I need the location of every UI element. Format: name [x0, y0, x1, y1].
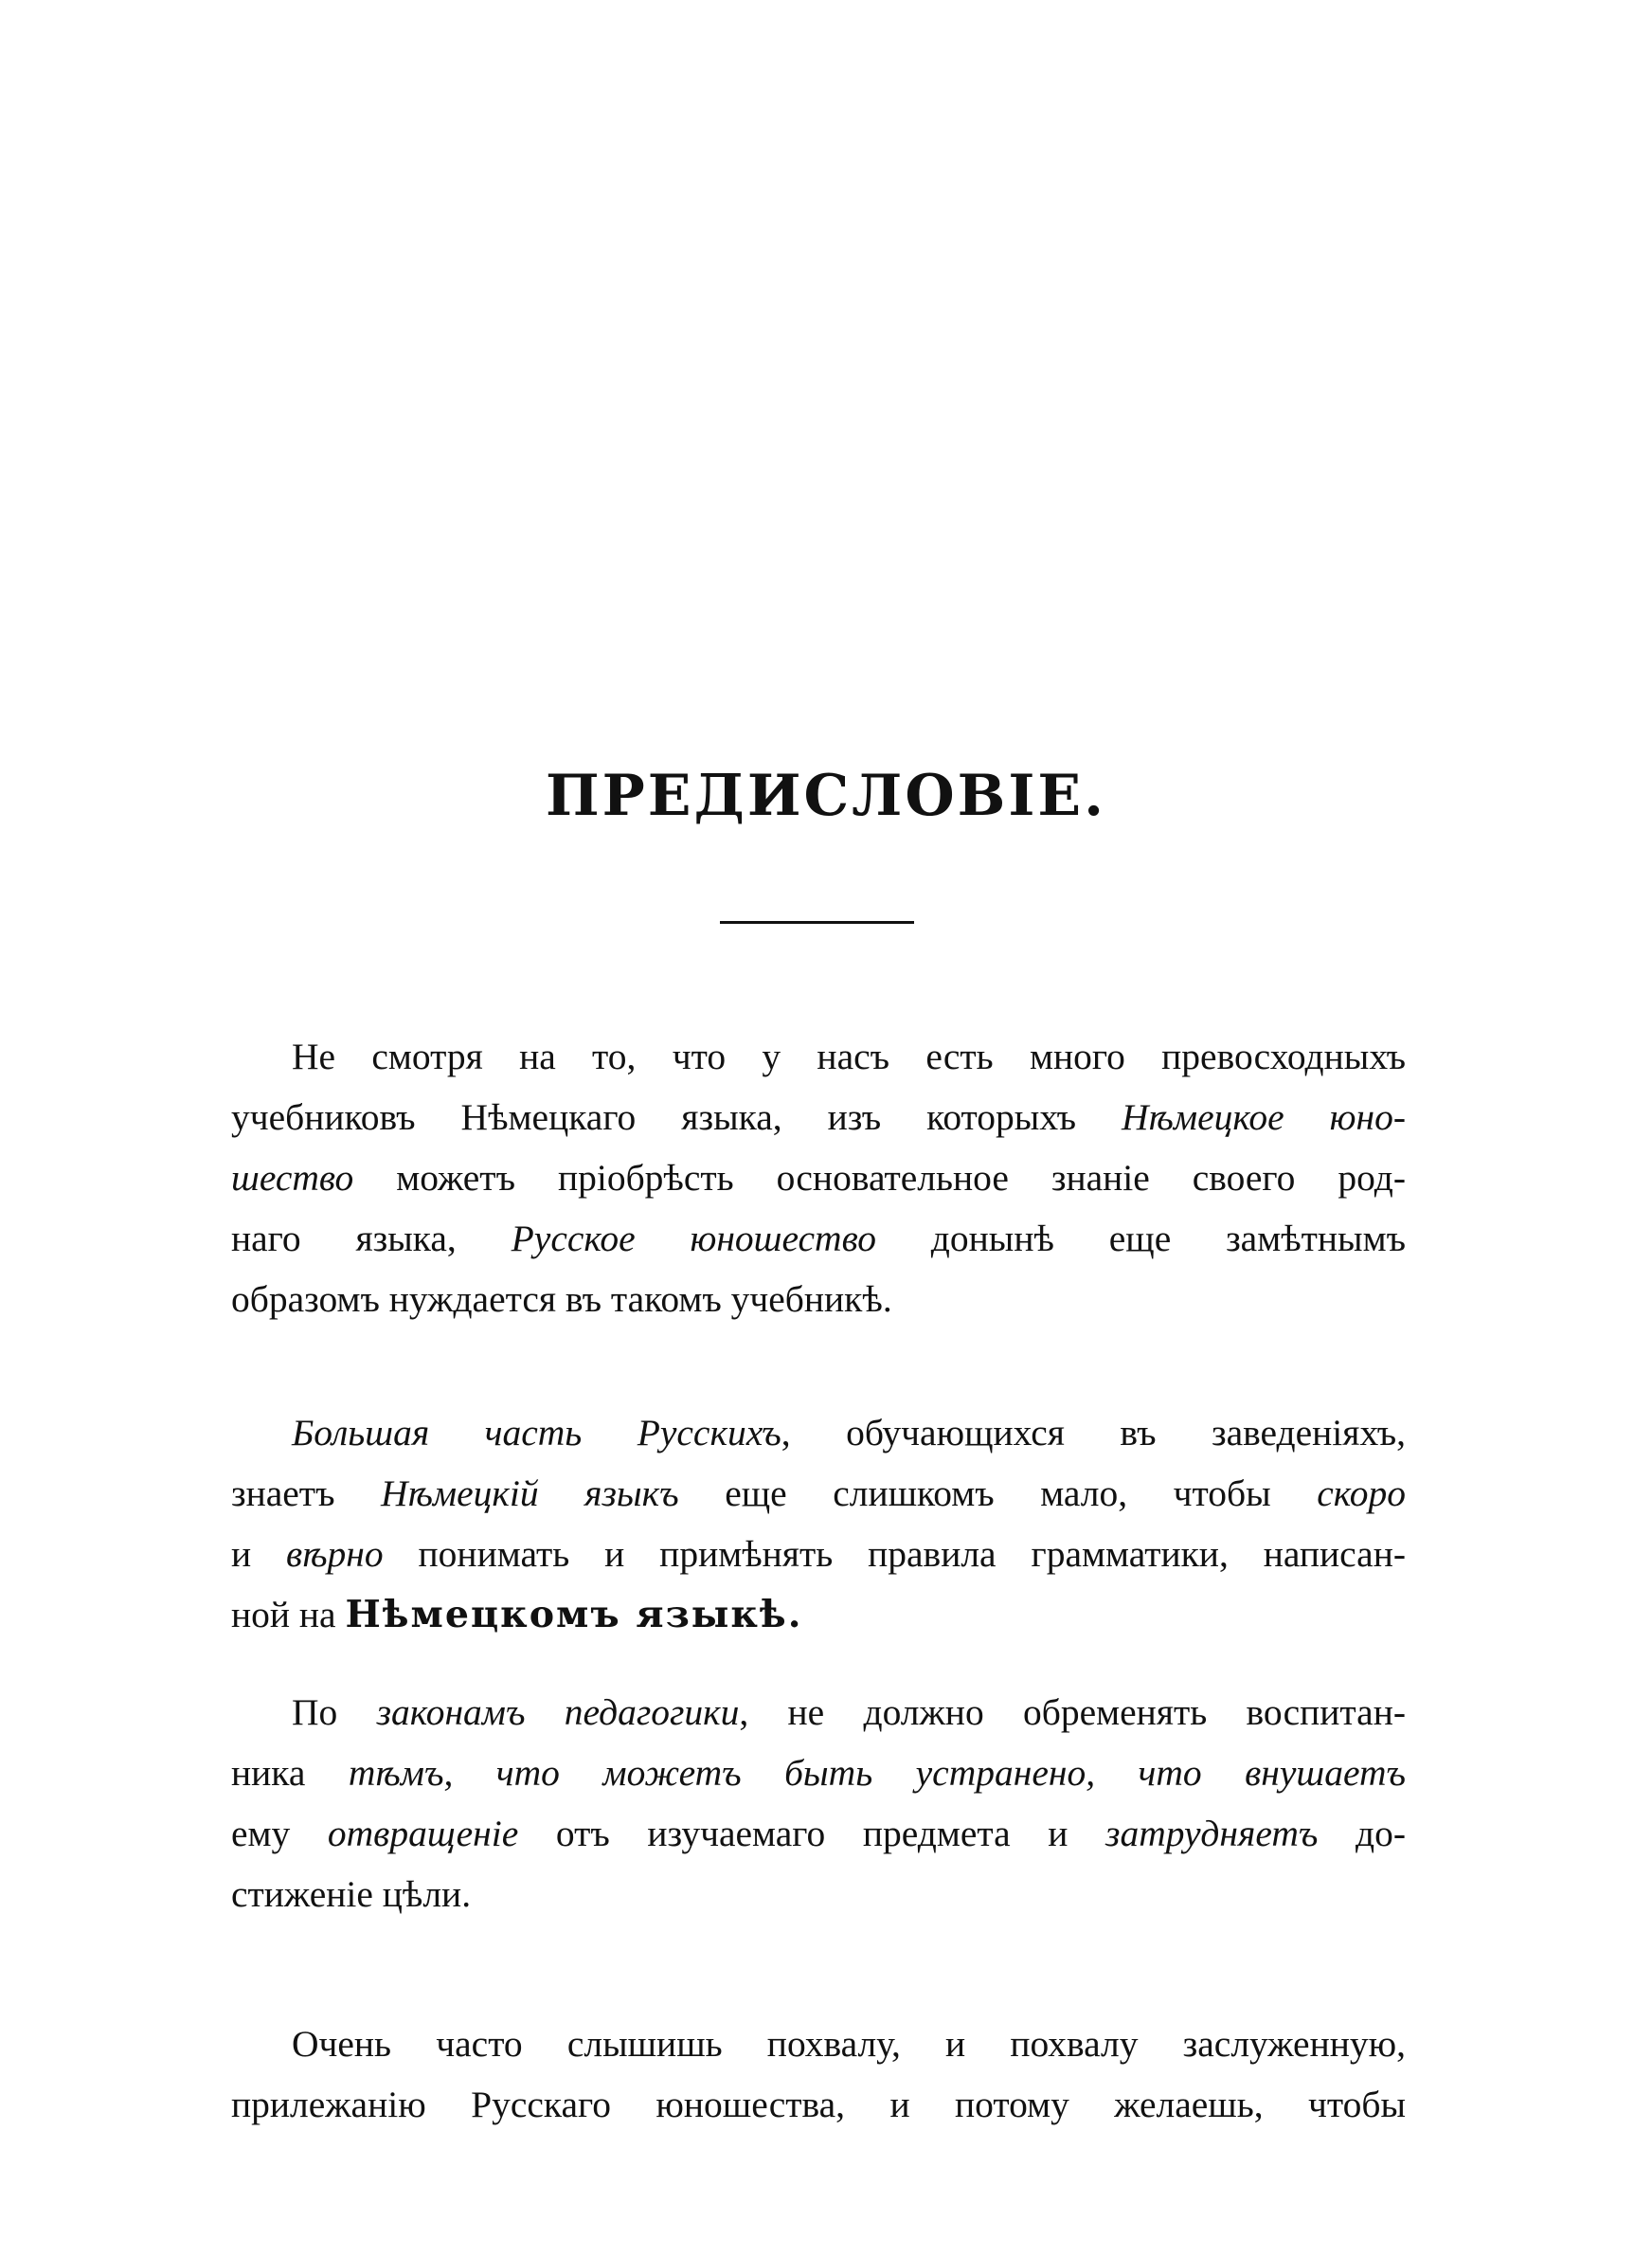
page-title: ПРЕДИСЛОВІЕ. — [545, 763, 1107, 829]
italic-text: тѣмъ, что можетъ быть устранено, что внушаетъ — [348, 1752, 1407, 1794]
text-run: учебниковъ Нѣмецкаго языка, изъ которыхъ — [231, 1096, 1122, 1138]
text-run: Очень часто слышишь похвалу, и похвалу заслуженную, — [292, 2023, 1406, 2065]
text-line — [231, 1742, 1406, 1803]
text-run: , обучающихся въ заведеніяхъ, — [781, 1412, 1406, 1454]
italic-text: затрудняетъ — [1105, 1813, 1319, 1854]
italic-text: отвращеніе — [327, 1813, 519, 1854]
text-run: еще слишкомъ мало, чтобы — [678, 1472, 1318, 1514]
text-run: По — [292, 1691, 377, 1733]
text-line — [231, 1463, 1406, 1524]
text-run: образомъ нуждается въ такомъ учебникѣ. — [231, 1278, 892, 1320]
text-line — [231, 2013, 1406, 2074]
text-line — [231, 1269, 1406, 1329]
italic-text: Большая часть Русскихъ — [292, 1412, 781, 1454]
text-run: донынѣ еще замѣтнымъ — [875, 1218, 1407, 1259]
title-divider — [720, 921, 914, 924]
text-run: ной на — [231, 1594, 346, 1635]
text-line — [231, 1803, 1406, 1864]
text-run: ему — [231, 1813, 328, 1854]
text-line — [231, 1584, 1406, 1645]
text-line — [231, 1147, 1406, 1208]
paragraph-1 — [231, 1026, 1406, 1329]
text-run: и — [231, 1533, 287, 1575]
text-line — [231, 1087, 1406, 1147]
text-line — [231, 1208, 1406, 1269]
text-run: можетъ пріобрѣсть основательное знаніе своего род- — [353, 1157, 1406, 1199]
paragraph-3 — [231, 1682, 1406, 1924]
text-run: до- — [1318, 1813, 1406, 1854]
text-run: ника — [231, 1752, 349, 1794]
text-line — [231, 2074, 1406, 2135]
italic-text: Нѣмецкій языкъ — [381, 1472, 679, 1514]
paragraph-4 — [231, 2013, 1406, 2135]
italic-text: скоро — [1317, 1472, 1406, 1514]
text-line — [231, 1026, 1406, 1087]
text-run: наго языка, — [231, 1218, 512, 1259]
text-run: , не должно обременять воспитан- — [739, 1691, 1406, 1733]
italic-text: вѣрно — [286, 1533, 384, 1575]
text-line — [231, 1524, 1406, 1584]
text-run: прилежанію Русскаго юношества, и потому желаешь, чтобы — [231, 2084, 1406, 2125]
blackletter-text: Нѣмецкомъ языкѣ. — [345, 1593, 803, 1636]
italic-text: Нѣмецкое юно- — [1122, 1096, 1406, 1138]
italic-text: шество — [231, 1157, 354, 1199]
text-run: отъ изучаемаго предмета и — [518, 1813, 1106, 1854]
text-line — [231, 1864, 1406, 1924]
italic-text: законамъ педагогики — [376, 1691, 740, 1733]
text-line — [231, 1682, 1406, 1742]
paragraph-2 — [231, 1402, 1406, 1645]
text-run: понимать и примѣнять правила грамматики, написан- — [383, 1533, 1406, 1575]
text-line — [231, 1402, 1406, 1463]
text-run: Не смотря на то, что у насъ есть много превосходныхъ — [292, 1036, 1406, 1077]
text-run: стиженіе цѣли. — [231, 1873, 472, 1915]
italic-text: Русское юношество — [511, 1218, 876, 1259]
text-run: знаетъ — [231, 1472, 382, 1514]
